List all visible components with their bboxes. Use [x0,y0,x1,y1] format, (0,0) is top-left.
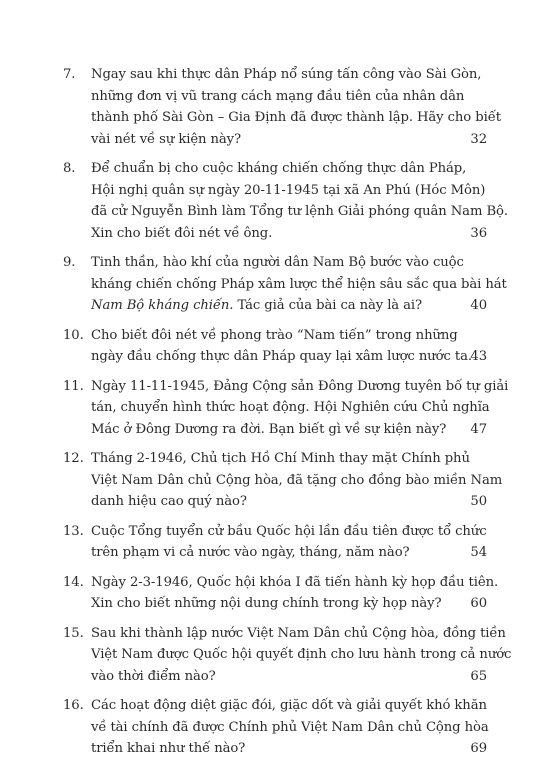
entry-line: trên phạm vi cả nước vào ngày, tháng, năm nào? [91,545,410,560]
entry-line: kháng chiến chống Pháp xâm lược thể hiện sâu sắc qua bài hát [91,276,507,292]
toc-entry-12 [63,448,503,513]
page-number: 32 [470,131,487,147]
entry-line: Sau khi thành lập nước Việt Nam Dân chủ Cộng hòa, đồng tiền [91,625,506,641]
entry-line: Ngày 2-3-1946, Quốc hội khóa I đã tiến hành kỳ họp đầu tiên. [91,574,499,590]
entry-line: ngày đầu chống thực dân Pháp quay lại xâm lược nước ta. [91,349,472,364]
entry-line: tán, chuyển hình thức hoạt động. Hội Nghiên cứu Chủ nghĩa [91,400,490,415]
entry-line: Cuộc Tổng tuyển cử bầu Quốc hội lần đầu tiên được tổ chức [91,523,487,539]
entry-line: Để chuẩn bị cho cuộc kháng chiến chống thực dân Pháp, [91,161,467,176]
entry-number: 10. [63,327,84,343]
entry-line: Tinh thần, hào khí của người dân Nam Bộ bước vào cuộc [91,255,464,270]
entry-line: vào thời điểm nào? [91,668,216,684]
toc-entry-10 [63,325,487,368]
entry-line: Ngày 11-11-1945, Đảng Cộng sản Đông Dương tuyên bố tự giải [91,378,509,394]
toc-entry-16 [63,695,487,760]
entry-text [91,325,504,368]
page-number: 65 [470,668,487,684]
page-number: 54 [470,545,487,560]
page-number: 40 [470,298,487,313]
entry-number: 15. [63,625,84,641]
entry-number: 14. [63,574,84,590]
entry-text [91,572,530,615]
entry-line: thành phố Sài Gòn – Gia Định đã được thành lập. Hãy cho biết [91,110,501,125]
entry-line: Xin cho biết đôi nét về ông. [91,225,273,241]
table-of-contents [63,64,512,768]
toc-entry-13 [63,521,487,564]
entry-number: 8. [63,161,76,176]
entry-line: đã cử Nguyễn Bình làm Tổng tư lệnh Giải phóng quân Nam Bộ. [91,204,508,219]
page-number: 50 [470,494,487,509]
entry-number: 13. [63,523,84,539]
entry-line: Các hoạt động diệt giặc đói, giặc dốt và giải quyết khó khăn [91,698,487,713]
toc-entry-14 [63,572,499,615]
entry-line: vài nét về sự kiện này? [91,131,241,147]
entry-line-tail: Tác giả của bài ca này là ai? [233,298,423,313]
entry-text [91,64,533,150]
entry-text [91,521,518,564]
entry-line: Mác ở Đông Dương ra đời. Bạn biết gì về sự kiện này? [91,421,447,437]
toc-entry-8 [63,158,508,244]
entry-line: danh hiệu cao quý nào? [91,494,247,509]
page-number: 36 [470,225,487,241]
entry-line: triển khai như thế nào? [91,741,246,756]
entry-line: Hội nghị quân sự ngày 20-11-1945 tại xã An Phú (Hóc Môn) [91,182,486,198]
entry-line: Xin cho biết những nội dung chính trong kỳ họp này? [91,596,442,611]
entry-number: 7. [63,67,76,82]
entry-text [91,448,534,513]
entry-line: những đơn vị vũ trang cách mạng đầu tiên của nhân dân [91,88,465,104]
entry-line: Ngay sau khi thực dân Pháp nổ súng tấn công vào Sài Gòn, [91,67,482,82]
toc-entry-15 [63,623,512,688]
entry-line: Cho biết đôi nét về phong trào “Nam tiến” trong những [91,327,458,343]
entry-line: về tài chính đã được Chính phủ Việt Nam Dân chủ Cộng hòa [91,719,489,735]
entry-line: Tháng 2-1946, Chủ tịch Hồ Chí Minh thay mặt Chính phủ [91,451,470,466]
page-number: 69 [470,741,487,756]
page-number: 60 [470,596,487,611]
song-title: Nam Bộ kháng chiến. [91,298,234,313]
entry-number: 9. [63,255,76,270]
toc-entry-9 [63,252,507,317]
entry-number: 11. [63,378,84,394]
entry-line: Việt Nam được Quốc hội quyết định cho lưu hành trong cả nước [91,647,512,662]
page-number: 47 [470,421,487,437]
entry-line: Việt Nam Dân chủ Cộng hòa, đã tặng cho đồng bào miền Nam [91,472,503,488]
entry-number: 12. [63,451,84,466]
toc-entry-11 [63,376,509,441]
entry-line [91,295,507,317]
entry-number: 16. [63,698,84,713]
page-number: 43 [470,349,487,364]
toc-entry-7 [63,64,501,150]
entry-text [91,695,521,760]
